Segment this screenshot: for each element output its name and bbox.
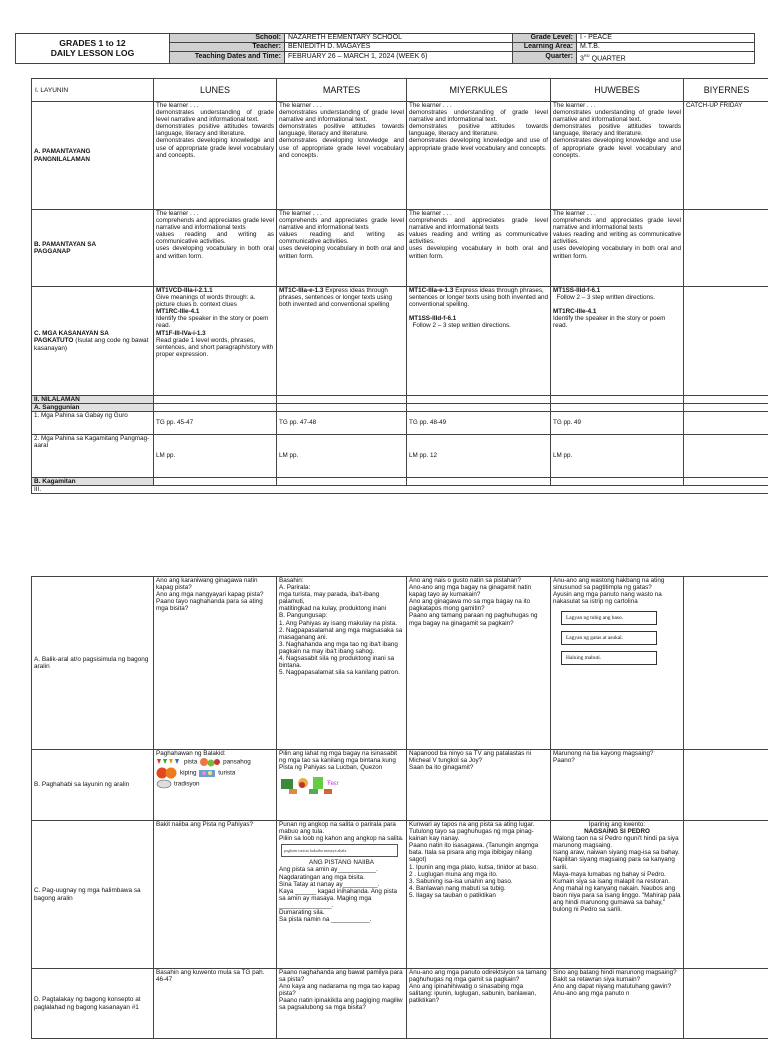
area-label: Learning Area: xyxy=(513,42,577,51)
lm-wednesday: LM pp. 12 xyxy=(407,435,551,478)
tg-thursday: TG pp. 49 xyxy=(551,412,684,435)
day-tuesday: MARTES xyxy=(277,79,407,102)
tradisyon-icon xyxy=(156,779,172,789)
t2-row-c-tuesday: Punan ng angkop na salita o parirala para mabuo ang tula. Piliin sa loob ng kahon ang angkop na salita. pagkain turista kakaiba masaya abala ANG PISTANG NAIIBA Ang pista sa amin ay___________. Nagdaratingan ang mga bisita. Sina Tatay at nanay ay__________. Kaya ______ kagad inihahanda. Ang pista sa amin ay masaya. Maging mga _______________. Dumarating sila. Sa pista namin na ___________. xyxy=(277,821,407,969)
t2-row-d-wednesday: Anu-ano ang mga panuto odirektsiyon sa tamang paghuhugas ng mga gamit sa pagkain? Ano ang ipinahihiwatig o sinasabing mga salitang: ipunin, luglugan, sabunin, banlawan, patiktikan? xyxy=(407,969,551,1039)
row-c-monday: MT1VCD-IIIa-i-2.1.1 Give meanings of words through: a. picture clues b. context clues MT1RC-IIIe-4.1 Identify the speaker in the story or poem read. MT1F-III-IVa-i-1.3 Read grade 1 level words, phrases, sentences, and short paragraph/story with proper expression. xyxy=(154,287,277,396)
nilalaman-heading: II. NILALAMAN xyxy=(32,396,154,404)
objectives-table xyxy=(31,78,768,494)
t2-row-a-thursday: Anu-ano ang wastong hakbang na ating sinusunod sa pagtitimpla ng gatas? Ayusin ang mga panuto nang wasto na nakasulat sa istrip ng cartolina Lagyan ng tubig ang baso. Lagyan ng gatas at asukal. Haluing mabuti. xyxy=(551,577,684,750)
area-value: M.T.B. xyxy=(577,42,755,51)
title-line1: GRADES 1 to 12 xyxy=(19,38,166,48)
row-c-tuesday: MT1C-IIIa-e-1.3 Express ideas through phrases, sentences or longer texts using both invented and conventional spelling xyxy=(277,287,407,396)
lm-tuesday: LM pp. xyxy=(277,435,407,478)
layunin-heading: I. LAYUNIN xyxy=(32,79,154,102)
tg-wednesday: TG pp. 48-49 xyxy=(407,412,551,435)
strip-box-1: Lagyan ng tubig ang baso. xyxy=(561,611,657,625)
tg-monday: TG pp. 45-47 xyxy=(154,412,277,435)
lm-label: 2. Mga Pahina sa Kagamitang Pangmag-aaral xyxy=(32,435,154,478)
row-b-label: B. PAMANTAYAN SA PAGGANAP xyxy=(32,210,154,287)
t2-row-b-tuesday: Pilin ang lahat ng mga bagay na isinasabit ng mga tao sa kanilang mga bintana kung Pista ng Pahiyas sa Lucban, Quezon Ŧeεr xyxy=(277,750,407,821)
story-title: NAGSAING SI PEDRO xyxy=(553,828,681,835)
row-a-wednesday: The learner . . . demonstrates understanding of grade level narrative and informational text. demonstrates positive attitudes towards language, literacy and literature. demonstrates developing knowledge and use of appropriate grade level vocabulary and concepts. xyxy=(407,102,551,210)
row-b-thursday: The learner . . . comprehends and appreciates grade level narrative and informational texts values reading and writing as communicative activities. uses developing vocabulary in both oral and written form. xyxy=(551,210,684,287)
row-b-wednesday: The learner . . . comprehends and appreciates grade level narrative and informational texts values reading and writing as communicative activities. uses developing vocabulary in both oral and written form. xyxy=(407,210,551,287)
day-thursday: HUWEBES xyxy=(551,79,684,102)
grade-label: Grade Level: xyxy=(513,34,577,43)
pahiyas-decor-icons xyxy=(279,771,379,795)
t2-row-d-monday: Basahin ang kuwento mula sa TG pah. 46-47 xyxy=(154,969,277,1039)
grade-value: I - PEACE xyxy=(577,34,755,43)
kiping-icon xyxy=(156,767,178,779)
teacher-label: Teacher: xyxy=(170,42,285,51)
row-c-thursday: MT1SS-IIId-f-6.1 Follow 2 – 3 step written directions. MT1RC-IIIe-4.1 Identify the speaker in the story or poem read. xyxy=(551,287,684,396)
pista-flags-icon xyxy=(156,757,182,767)
quarter-label: Quarter: xyxy=(513,51,577,63)
header-table xyxy=(15,33,755,64)
day-monday: LUNES xyxy=(154,79,277,102)
dates-label: Teaching Dates and Time: xyxy=(170,51,285,63)
t2-row-b-wednesday: Napanood ba ninyo sa TV ang patalastas ni Micheal V tungkol sa Joy? Saan ba ito ginagamit? xyxy=(407,750,551,821)
kagamitan-heading: B. Kagamitan xyxy=(32,478,154,486)
title-line2: DAILY LESSON LOG xyxy=(19,48,166,58)
school-value: NAZARETH EEMENTARY SCHOOL xyxy=(285,34,513,43)
row-c-label: C. MGA KASANAYAN SA PAGKATUTO (Isulat ang code ng bawat kasanayan) xyxy=(32,287,154,396)
poem-title: ANG PISTANG NAIIBA xyxy=(279,859,404,866)
t2-row-b-label: B. Paghahabi sa layunin ng aralin xyxy=(32,750,154,821)
row-c-friday xyxy=(684,287,768,396)
dll-title xyxy=(16,34,170,64)
school-label: School: xyxy=(170,34,285,43)
lm-thursday: LM pp. xyxy=(551,435,684,478)
t2-row-a-monday: Ano ang karaniwang ginagawa natin kapag pista? Ano ang mga nangyayari kapag pista? Paano tayo naghahanda para sa ating mga bisita? xyxy=(154,577,277,750)
strip-box-2: Lagyan ng gatas at asukal. xyxy=(561,631,657,645)
word-box: pagkain turista kakaiba masaya abala xyxy=(281,844,398,857)
t2-row-d-label: D. Pagtalakay ng bagong konsepto at paglalahad ng bagong kasanayan #1 xyxy=(32,969,154,1039)
dates-value: FEBRUARY 26 – MARCH 1, 2024 (WEEK 6) xyxy=(285,51,513,63)
teacher-value: BENIEDITH D. MAGAYES xyxy=(285,42,513,51)
sanggunian-heading: A. Sanggunian xyxy=(32,404,154,412)
t2-row-c-monday: Bakit naiiba ang Pista ng Pahiyas? xyxy=(154,821,277,969)
t2-row-c-thursday: Iparinig ang kwento: NAGSAING SI PEDRO Walong taon na si Pedro nguni't hindi pa siya marunong magsaing. Isang araw, naiwan siyang mag-isa sa bahay. Napilitan siyang magsaing para sa kanyang sarili. Maya-maya lumabas ng bahay si Pedro. Kumain siya sa isang malapit na restoran. Ang mahal ng kanyang nakain. Naubos ang baon niya para sa isang linggo. "Mahirap pala ang hindi marunong gumawa sa bahay," bulong ni Pedro sa sarili. xyxy=(551,821,684,969)
procedure-table xyxy=(31,576,768,1039)
row-a-tuesday: The learner . . . demonstrates understanding of grade level narrative and informational text. demonstrates positive attitudes towards language, literacy and literature. demonstrates developing knowledge and use of appropriate grade level vocabulary and concepts. xyxy=(277,102,407,210)
strip-box-3: Haluing mabuti. xyxy=(561,651,657,665)
row-b-monday: The learner . . . comprehends and appreciates grade level narrative and informational texts values reading and writing as communicative activities. uses developing vocabulary in both oral and written form. xyxy=(154,210,277,287)
row-a-thursday: The learner . . . demonstrates understanding of grade level narrative and informational text. demonstrates positive attitudes towards language, literacy and literature. demonstrates developing knowledge and use of appropriate grade level vocabulary and concepts. xyxy=(551,102,684,210)
t2-row-c-label: C. Pag-uugnay ng mga halimbawa sa bagong aralin xyxy=(32,821,154,969)
t2-row-a-wednesday: Ano ang nais o gusto natin sa pistahan? Ano-ano ang mga bagay na ginagamit natin kapag tayo ay kumakain? Ano ang ginagawa mo sa mga bagay na ito pagkatapos mong gamitin? Paano ang tamang paraan ng paghuhugas ng mga bagay na ginagamit sa pagkain? xyxy=(407,577,551,750)
day-wednesday: MIYERKULES xyxy=(407,79,551,102)
tg-tuesday: TG pp. 47-48 xyxy=(277,412,407,435)
day-friday: BIYERNES xyxy=(684,79,768,102)
pansahog-icon xyxy=(199,757,221,767)
row-b-tuesday: The learner . . . comprehends and appreciates grade level narrative and informational texts values reading and writing as communicative activities. uses developing vocabulary in both oral and written form. xyxy=(277,210,407,287)
turista-icon xyxy=(198,768,216,778)
row-a-friday: CATCH-UP FRIDAY xyxy=(684,102,768,210)
t2-row-d-tuesday: Paano naghahanda ang bawat pamilya para sa pista? Ano kaya ang nadarama ng mga tao kapag pista? Paano natin ipinakikita ang pagiging magiliw sa pagsalubong sa mga bisita? xyxy=(277,969,407,1039)
row-a-monday: The learner . . . demonstrates understanding of grade level narrative and informational text. demonstrates positive attitudes towards language, literacy and literature. demonstrates developing knowledge and use of appropriate grade level vocabulary and concepts. xyxy=(154,102,277,210)
t2-row-c-wednesday: Kunwari ay tapos na ang pista sa ating lugar. Tutulong tayo sa paghuhugas ng mga pinag-kainan kay nanay. Paano natin ito isasagawa. (Tanungin angmga bata. Itala sa pisara ang mga ibibigay nilang sagot) 1. Ipunin ang mga plato, kutsa, tinidor at baso. 2 . Luglugan muna ang mga ito. 3. Sabuning isa-isa unahin ang baso. 4. Banlawan nang mabuti sa tubig. 5. Ilagay sa tauban o patiktikan xyxy=(407,821,551,969)
row-b-friday xyxy=(684,210,768,287)
quarter-value: 3RD QUARTER xyxy=(577,51,755,63)
t2-row-d-thursday: Sino ang batang hindi marunong magsaing? Bakit sa retawran siya kumain? Ano ang dapat niyang matutuhang gawin? Anu-ano ang mga panuto n xyxy=(551,969,684,1039)
row-a-label: A. PAMANTAYANG PANGNILALAMAN xyxy=(32,102,154,210)
row-c-wednesday: MT1C-IIIa-e-1.3 Express ideas through phrases, sentences or longer texts using both invented and conventional spelling. MT1SS-IIId-f-6.1 Follow 2 – 3 step written directions. xyxy=(407,287,551,396)
tg-label: 1. Mga Pahina sa Gabay ng Guro xyxy=(32,412,154,435)
section-iii: III. xyxy=(32,486,768,494)
t2-row-a-tuesday: Basahin: A. Parirala: mga turista, may parada, iba't-ibang palamuti, matitingkad na kulay, produktong inani B. Pangungusap: 1. Ang Pahiyas ay isang makulay na pista. 2. Nagpapasalamat ang mga magsasaka sa masaganang ani. 3. Naghahanda ang mga tao ng iba't ibang pagkain na may iba't ibang sahog. 4. Nagsasabit sila ng produktong inani sa bintana. 5. Nagpapasalamat sila sa kanilang patron. xyxy=(277,577,407,750)
svg-text:Ŧeεr: Ŧeεr xyxy=(327,781,339,787)
t2-row-b-thursday: Marunong na ba kayong magsaing? Paano? xyxy=(551,750,684,821)
lm-monday: LM pp. xyxy=(154,435,277,478)
t2-row-a-label: A. Balik-aral at/o pagsisimula ng bagong aralin xyxy=(32,577,154,750)
t2-row-b-monday: Paghahawan ng Balakid: pista pansahog kiping turista tradisyon xyxy=(154,750,277,821)
